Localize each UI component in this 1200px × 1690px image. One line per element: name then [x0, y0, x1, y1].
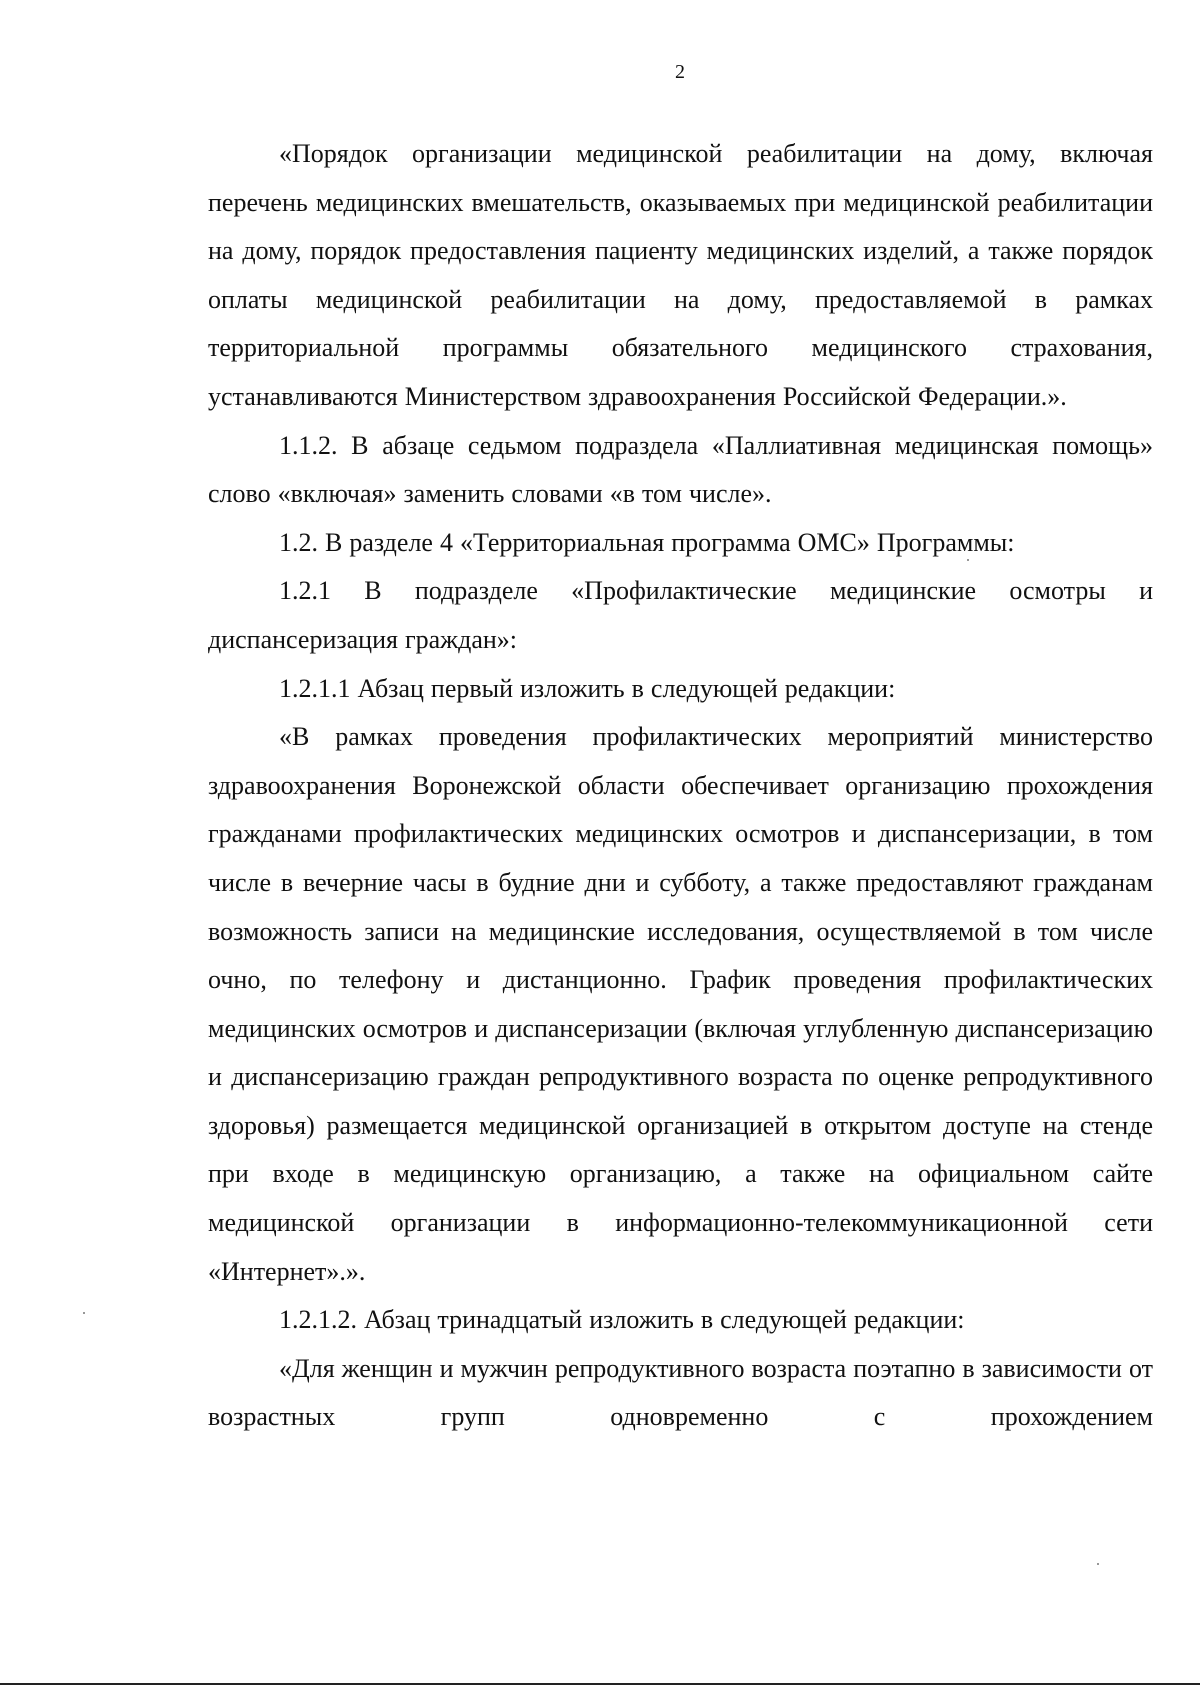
document-body — [208, 130, 1153, 1442]
scan-speck — [967, 559, 969, 561]
scan-speck — [83, 1312, 85, 1314]
paragraph-1-2-1-1: 1.2.1.1 Абзац первый изложить в следующей редакции: — [279, 673, 896, 703]
paragraph-preventive-measures: «В рамках проведения профилактических мероприятий министерство здравоохранения Воронежской области обеспечивает организацию прохождения гражданами профилактических медицинских осмотров и диспансеризации, в том числе в вечерние часы в будние дни и субботу, а также предоставляют гражданам возможность записи на медицинские исследования, осуществляемой в том числе очно, по телефону и дистанционно. График проведения профилактических медицинских осмотров и диспансеризации (включая углубленную диспансеризацию и диспансеризацию граждан репродуктивного возраста по оценке репродуктивного здоровья) размещается медицинской организацией в открытом доступе на стенде при входе в медицинскую организацию, а также на официальном сайте медицинской организации в информационно-телекоммуникационной сети «Интернет».». — [208, 722, 1153, 1286]
paragraph-reproductive-age: «Для женщин и мужчин репродуктивного возраста поэтапно в зависимости от возрастных групп одновременно с прохождением — [208, 1353, 1153, 1432]
bottom-rule — [0, 1683, 1200, 1685]
paragraph-1-2: 1.2. В разделе 4 «Территориальная программа ОМС» Программы: — [279, 527, 1015, 557]
paragraph-rehabilitation-order: «Порядок организации медицинской реабилитации на дому, включая перечень медицинских вмешательств, оказываемых при медицинской реабилитации на дому, порядок предоставления пациенту медицинских изделий, а также порядок оплаты медицинской реабилитации на дому, предоставляемой в рамках территориальной программы обязательного медицинского страхования, устанавливаются Министерством здравоохранения Российской Федерации.». — [208, 139, 1153, 411]
page-number: 2 — [675, 61, 685, 83]
paragraph-1-1-2: 1.1.2. В абзаце седьмом подраздела «Паллиативная медицинская помощь» слово «включая» заменить словами «в том числе». — [208, 430, 1153, 509]
scan-speck — [1097, 1563, 1099, 1565]
paragraph-1-2-1-2: 1.2.1.2. Абзац тринадцатый изложить в следующей редакции: — [279, 1305, 965, 1335]
paragraph-1-2-1: 1.2.1 В подразделе «Профилактические медицинские осмотры и диспансеризация граждан»: — [208, 576, 1153, 654]
